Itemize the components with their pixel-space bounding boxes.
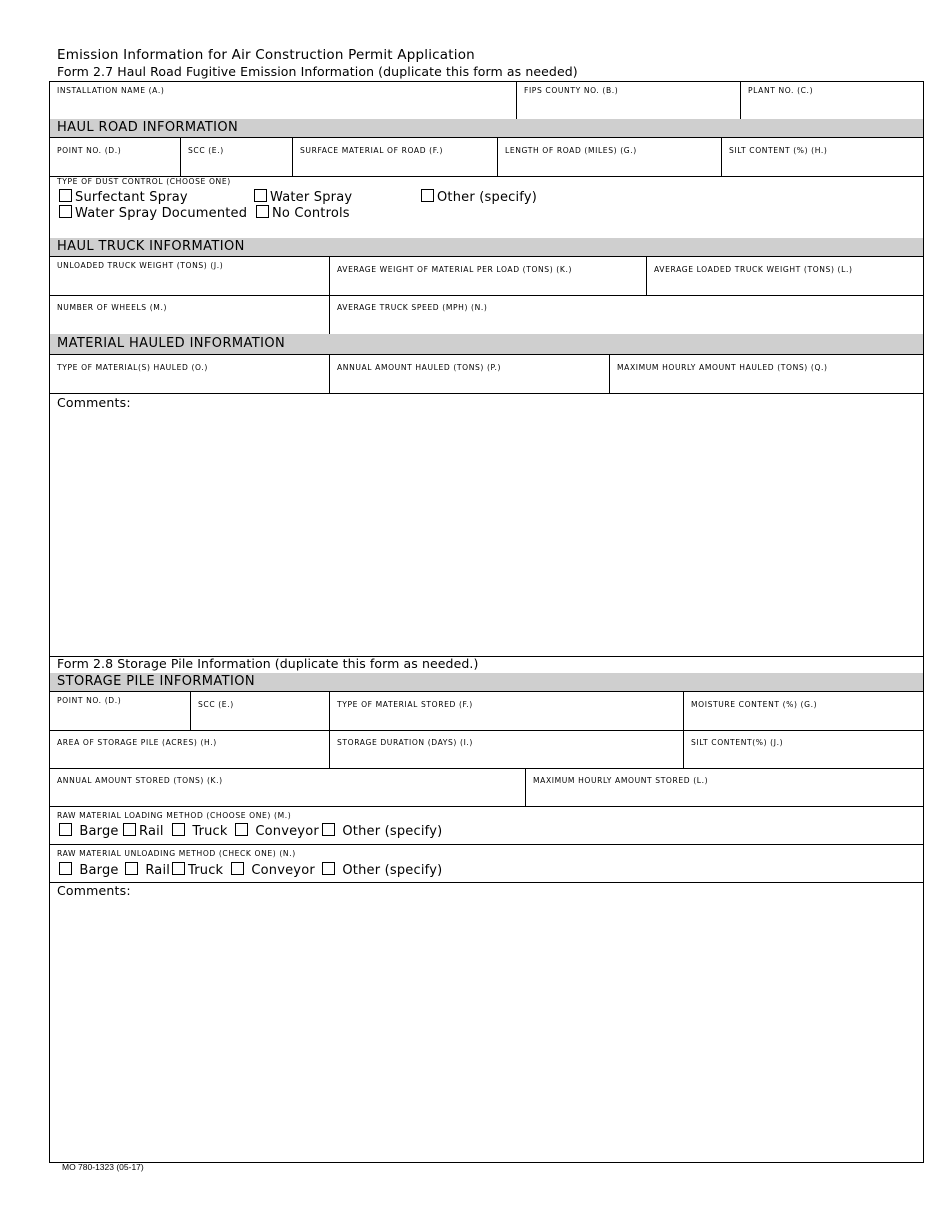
form-28-title-row — [50, 656, 923, 674]
checkbox[interactable] — [421, 189, 434, 202]
option-label: Other (specify) — [437, 190, 538, 205]
storage-row-2 — [50, 730, 923, 769]
form-box — [49, 81, 924, 1163]
storage-pile-heading-text: STORAGE PILE INFORMATION — [57, 674, 256, 689]
storage-point-no-field[interactable] — [50, 692, 191, 730]
unloading-rail[interactable] — [125, 862, 170, 878]
form-number-footer: MO 780-1323 (05-17) — [62, 1162, 144, 1172]
num-wheels-label: NUMBER OF WHEELS (M.) — [57, 303, 168, 312]
option-label: Barge — [79, 863, 119, 878]
plant-no-label: PLANT NO. (C.) — [748, 86, 814, 95]
point-no-field[interactable] — [50, 138, 181, 176]
fips-county-label: FIPS COUNTY NO. (B.) — [524, 86, 619, 95]
truck-row-1 — [50, 257, 923, 296]
area-field[interactable] — [50, 730, 330, 768]
checkbox[interactable] — [172, 862, 185, 875]
option-label: Surfectant Spray — [75, 190, 188, 205]
form-28-title: Form 2.8 Storage Pile Information (duplicate this form as needed.) — [57, 656, 479, 671]
loading-other[interactable] — [322, 823, 442, 839]
max-hourly-stored-label: MAXIMUM HOURLY AMOUNT STORED (L.) — [533, 776, 709, 785]
haul-truck-heading — [50, 238, 923, 257]
haul-road-heading-text: HAUL ROAD INFORMATION — [57, 120, 239, 135]
option-label: Barge — [79, 824, 119, 839]
silt-content-field[interactable] — [722, 138, 925, 176]
unloading-method-label: RAW MATERIAL UNLOADING METHOD (CHECK ONE) (N.) — [57, 849, 296, 858]
type-stored-field[interactable] — [330, 692, 684, 730]
max-hourly-stored-field[interactable] — [526, 768, 925, 806]
loading-method-label: RAW MATERIAL LOADING METHOD (CHOOSE ONE) (M.) — [57, 811, 292, 820]
moisture-field[interactable] — [684, 692, 925, 730]
option-label: Water Spray — [270, 190, 353, 205]
option-label: Truck — [188, 863, 224, 878]
avg-speed-field[interactable] — [330, 295, 925, 334]
annual-amount-label: ANNUAL AMOUNT HAULED (TONS) (P.) — [337, 363, 502, 372]
annual-stored-label: ANNUAL AMOUNT STORED (TONS) (K.) — [57, 776, 223, 785]
checkbox[interactable] — [256, 205, 269, 218]
avg-speed-label: AVERAGE TRUCK SPEED (MPH) (N.) — [337, 303, 488, 312]
loading-rail[interactable] — [123, 823, 164, 839]
length-of-road-field[interactable] — [498, 138, 722, 176]
storage-row-3 — [50, 768, 923, 807]
checkbox[interactable] — [59, 823, 72, 836]
silt-content-label: SILT CONTENT (%) (H.) — [729, 146, 828, 155]
option-label: No Controls — [272, 206, 350, 221]
avg-material-weight-field[interactable] — [330, 257, 647, 295]
checkbox[interactable] — [59, 862, 72, 875]
option-label: Truck — [192, 824, 228, 839]
type-of-material-label: TYPE OF MATERIAL(S) HAULED (O.) — [57, 363, 208, 372]
option-label: Conveyor — [251, 863, 315, 878]
installation-name-field[interactable] — [50, 82, 517, 119]
option-water-spray-documented[interactable] — [59, 205, 247, 221]
truck-row-2 — [50, 295, 923, 335]
unloading-truck[interactable] — [172, 862, 223, 878]
option-other-specify[interactable] — [421, 189, 537, 205]
comments-area-2[interactable] — [50, 882, 923, 1162]
comments-area-1[interactable] — [50, 393, 923, 657]
scc-field[interactable] — [181, 138, 293, 176]
option-label: Rail — [145, 863, 171, 878]
num-wheels-field[interactable] — [50, 295, 330, 334]
unloading-barge[interactable] — [59, 862, 119, 878]
loading-barge[interactable] — [59, 823, 119, 839]
option-label: Rail — [139, 824, 164, 839]
comments-label-1: Comments: — [57, 395, 131, 410]
haul-truck-heading-text: HAUL TRUCK INFORMATION — [57, 239, 245, 254]
loading-conveyor[interactable] — [235, 823, 319, 839]
option-label: Conveyor — [255, 824, 319, 839]
checkbox[interactable] — [123, 823, 136, 836]
checkbox[interactable] — [125, 862, 138, 875]
material-row — [50, 355, 923, 394]
surface-material-field[interactable] — [293, 138, 498, 176]
material-hauled-heading — [50, 334, 923, 355]
checkbox[interactable] — [59, 189, 72, 202]
unloading-conveyor[interactable] — [231, 862, 315, 878]
unloaded-weight-label: UNLOADED TRUCK WEIGHT (TONS) (J.) — [57, 261, 224, 270]
checkbox[interactable] — [254, 189, 267, 202]
avg-material-weight-label: AVERAGE WEIGHT OF MATERIAL PER LOAD (TONS) (K.) — [337, 265, 573, 274]
storage-point-no-label: POINT NO. (D.) — [57, 696, 122, 705]
installation-name-label: INSTALLATION NAME (A.) — [57, 86, 165, 95]
duration-label: STORAGE DURATION (DAYS) (I.) — [337, 738, 473, 747]
checkbox[interactable] — [231, 862, 244, 875]
avg-loaded-weight-field[interactable] — [647, 257, 925, 295]
unloaded-weight-field[interactable] — [50, 257, 330, 295]
haul-road-row — [50, 138, 923, 177]
option-label: Other (specify) — [342, 824, 443, 839]
avg-loaded-weight-label: AVERAGE LOADED TRUCK WEIGHT (TONS) (L.) — [654, 265, 853, 274]
storage-silt-field[interactable] — [684, 730, 925, 768]
storage-scc-field[interactable] — [191, 692, 330, 730]
unloading-method-row — [50, 844, 923, 883]
point-no-label: POINT NO. (D.) — [57, 146, 122, 155]
material-hauled-heading-text: MATERIAL HAULED INFORMATION — [57, 336, 286, 351]
loading-truck[interactable] — [172, 823, 228, 839]
length-of-road-label: LENGTH OF ROAD (MILES) (G.) — [505, 146, 637, 155]
duration-field[interactable] — [330, 730, 684, 768]
form-27-title: Form 2.7 Haul Road Fugitive Emission Information (duplicate this form as needed) — [57, 64, 578, 79]
checkbox[interactable] — [322, 823, 335, 836]
option-label: Water Spray Documented — [75, 206, 248, 221]
scc-label: SCC (E.) — [188, 146, 224, 155]
area-label: AREA OF STORAGE PILE (ACRES) (H.) — [57, 738, 217, 747]
option-no-controls[interactable] — [256, 205, 350, 221]
storage-pile-heading — [50, 673, 923, 692]
checkbox[interactable] — [59, 205, 72, 218]
max-hourly-field[interactable] — [610, 355, 925, 393]
annual-amount-field[interactable] — [330, 355, 610, 393]
checkbox[interactable] — [322, 862, 335, 875]
haul-road-heading — [50, 119, 923, 138]
installation-row — [50, 82, 923, 120]
option-label: Other (specify) — [342, 863, 443, 878]
option-water-spray[interactable] — [254, 189, 352, 205]
checkbox[interactable] — [235, 823, 248, 836]
comments-label-2: Comments: — [57, 883, 131, 898]
moisture-label: MOISTURE CONTENT (%) (G.) — [691, 700, 818, 709]
storage-silt-label: SILT CONTENT(%) (J.) — [691, 738, 784, 747]
fips-county-field[interactable] — [517, 82, 741, 119]
checkbox[interactable] — [172, 823, 185, 836]
storage-row-1 — [50, 692, 923, 731]
type-stored-label: TYPE OF MATERIAL STORED (F.) — [337, 700, 473, 709]
dust-control-row — [50, 177, 923, 239]
unloading-other[interactable] — [322, 862, 442, 878]
max-hourly-label: MAXIMUM HOURLY AMOUNT HAULED (TONS) (Q.) — [617, 363, 828, 372]
plant-no-field[interactable] — [741, 82, 925, 119]
dust-control-label: TYPE OF DUST CONTROL (CHOOSE ONE) — [57, 177, 231, 186]
storage-scc-label: SCC (E.) — [198, 700, 234, 709]
surface-material-label: SURFACE MATERIAL OF ROAD (F.) — [300, 146, 444, 155]
option-surfectant-spray[interactable] — [59, 189, 188, 205]
form-title: Emission Information for Air Construction Permit Application — [57, 47, 475, 63]
type-of-material-field[interactable] — [50, 355, 330, 393]
loading-method-row — [50, 806, 923, 845]
annual-stored-field[interactable] — [50, 768, 526, 806]
